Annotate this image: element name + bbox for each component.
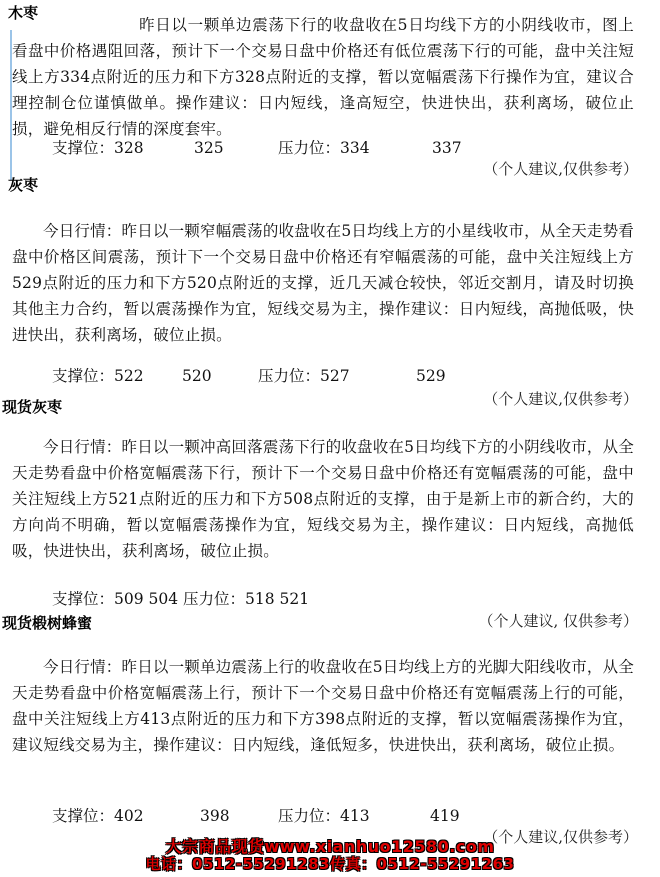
section-body-spot-honey [12, 654, 634, 758]
disclaimer-note: （个人建议,仅供参考） [483, 160, 638, 178]
section-body-spot-huizao [12, 434, 634, 564]
pressure-value-2: 337 [432, 139, 462, 157]
pressure-value-1: 334 [340, 139, 370, 157]
analysis-text: 昨日以一颗单边震荡下行的收盘收在5日均线下方的小阴线收市，图上看盘中价格遇阻回落，预计下一个交易日盘中价格还有低位震荡下行的可能，盘中关注短线上方334点附近的压力和下方328点附近的支撑，暂以宽幅震荡下行操作为宜，建议合理控制仓位谨慎做单。操作建议：日内短线，逢高短空，快进快出，获利离场，破位止损，避免相反行情的深度套牢。 [12, 16, 634, 138]
pressure-value-1: 527 [320, 367, 350, 385]
footer-website: 大宗商品现货www.xianhuo12580.com [165, 837, 495, 856]
pressure-label: 压力位： [258, 367, 321, 385]
footer-contact: 电话：0512-55291283传真：0512-55291263 [145, 855, 515, 873]
support-value-2: 325 [194, 139, 224, 157]
support-value-2: 398 [200, 807, 230, 825]
support-label: 支撑位： [52, 139, 115, 157]
pressure-label: 压力位： [278, 139, 341, 157]
section-title-spot-honey: 现货椴树蜂蜜 [2, 614, 93, 632]
analysis-text: 今日行情：昨日以一颗窄幅震荡的收盘收在5日均线上方的小星线收市，从全天走势看盘中价格区间震荡，预计下一个交易日盘中价格还有窄幅震荡的可能，盘中关注短线上方529点附近的压力和下方520点附近的支撑，近几天减仓较快，邻近交割月，请及时切换其他主力合约，暂以震荡操作为宜，短线交易为主，操作建议：日内短线，高抛低吸，快进快出，获利离场，破位止损。 [12, 222, 634, 344]
section-title-spot-huizao: 现货灰枣 [2, 398, 63, 416]
disclaimer-note: （个人建议,仅供参考） [483, 390, 638, 408]
section-title-huizao: 灰枣 [8, 176, 39, 194]
support-value-1: 328 [114, 139, 144, 157]
levels-row [52, 136, 462, 158]
disclaimer-note: （个人建议,仅供参考） [483, 828, 638, 846]
section-body-huizao [12, 218, 634, 348]
section-title-muzao: 木枣 [8, 4, 39, 22]
levels-row [52, 364, 446, 386]
analysis-text: 今日行情：昨日以一颗冲高回落震荡下行的收盘收在5日均线下方的小阴线收市，从全天走势看盘中价格宽幅震荡下行，预计下一个交易日盘中价格还有宽幅震荡的可能，盘中关注短线上方521点附近的压力和下方508点附近的支撑，由于是新上市的新合约，大的方向尚不明确，暂以宽幅震荡操作为宜，短线交易为主，操作建议：日内短线，高抛低吸，快进快出，获利离场，破位止损。 [12, 438, 634, 560]
support-label: 支撑位： [52, 367, 115, 385]
support-label: 支撑位： [52, 807, 115, 825]
analysis-text: 今日行情：昨日以一颗单边震荡上行的收盘收在5日均线上方的光脚大阳线收市，从全天走势看盘中价格宽幅震荡上行，预计下一个交易日盘中价格还有宽幅震荡上行的可能，盘中关注短线上方413点附近的压力和下方398点附近的支撑，暂以宽幅震荡操作为宜，建议短线交易为主，操作建议：日内短线，逢低短多，快进快出，获利离场，破位止损。 [12, 658, 634, 754]
levels-row [52, 804, 460, 826]
support-value-2: 520 [182, 367, 212, 385]
support-value-1: 522 [114, 367, 144, 385]
section-body-muzao [12, 12, 634, 142]
pressure-label: 压力位： [278, 807, 341, 825]
pressure-value-2: 529 [416, 367, 446, 385]
levels-row: 支撑位：509 504 压力位：518 521 [52, 590, 310, 608]
support-value-1: 402 [114, 807, 144, 825]
disclaimer-note: （个人建议, 仅供参考） [478, 612, 638, 630]
pressure-value-2: 419 [430, 807, 460, 825]
pressure-value-1: 413 [340, 807, 370, 825]
